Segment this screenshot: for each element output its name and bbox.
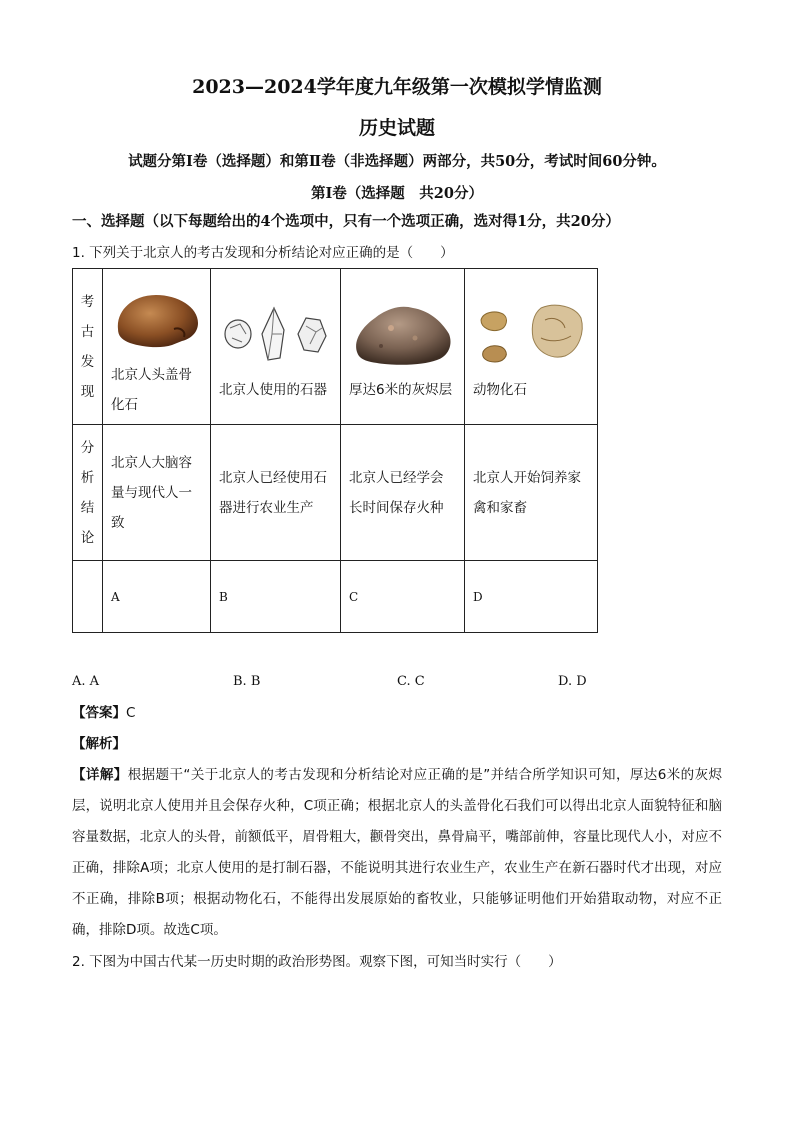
animal-fossil-image <box>465 295 597 375</box>
discovery-cell-a: 北京人头盖骨化石 <box>103 269 211 425</box>
stone-tools-image <box>211 295 340 375</box>
letter-cell-d: D <box>465 561 598 633</box>
section-heading: 一、选择题（以下每题给出的4个选项中，只有一个选项正确，选对得1分，共20分） <box>72 213 620 230</box>
letter-cell-c: C <box>341 561 465 633</box>
row-header-empty <box>73 561 103 633</box>
conclusion-cell-a: 北京人大脑容量与现代人一致 <box>103 425 211 561</box>
letter-cell-a: A <box>103 561 211 633</box>
conclusion-cell-b: 北京人已经使用石器进行农业生产 <box>211 425 341 561</box>
exam-instructions: 试题分第Ⅰ卷（选择题）和第Ⅱ卷（非选择题）两部分，共50分，考试时间60分钟。 <box>128 153 666 170</box>
row-header-discovery: 考 古 发 现 <box>73 269 103 425</box>
option-c: C. C <box>397 674 425 689</box>
conclusion-cell-c: 北京人已经学会长时间保存火种 <box>341 425 465 561</box>
exam-title: 2023—2024学年度九年级第一次模拟学情监测 <box>192 76 602 98</box>
exam-subject: 历史试题 <box>358 117 435 139</box>
option-b: B. B <box>233 674 261 689</box>
detail-paragraph: 【详解】根据题干“关于北京人的考古发现和分析结论对应正确的是”并结合所学知识可知，厚达6米的灰烬层，说明北京人使用并且会保存火种，C项正确；根据北京人的头盖骨化石我们可以得出北京人面貌特征和脑容量数据，北京人的头骨，前额低平，眉骨粗大，颧骨突出，鼻骨扁平，嘴部前伸，容量比现代人小，对应不正确，排除A项；北京人使用的是打制石器，不能说明其进行农业生产，农业生产在新石器时代才出现，对应不正确，排除B项；根据动物化石，不能得出发展原始的畜牧业，只能够证明他们开始猎取动物，对应不正确，排除D项。故选C项。 <box>72 767 723 938</box>
discovery-cell-c: 厚达6米的灰烬层 <box>341 269 465 425</box>
row-header-conclusion: 分 析 结 论 <box>73 425 103 561</box>
letter-cell-b: B <box>211 561 341 633</box>
question-2-stem: 2. 下图为中国古代某一历史时期的政治形势图。观察下图，可知当时实行（ ） <box>72 954 562 970</box>
discovery-cell-b: 北京人使用的石器 <box>211 269 341 425</box>
discovery-cell-d: 动物化石 <box>465 269 598 425</box>
conclusion-cell-d: 北京人开始饲养家禽和家畜 <box>465 425 598 561</box>
option-d: D. D <box>558 674 587 689</box>
question-1-stem: 1. 下列关于北京人的考古发现和分析结论对应正确的是（ ） <box>72 245 454 261</box>
part-heading: 第Ⅰ卷（选择题 共20分） <box>311 185 483 202</box>
analysis-label: 【解析】 <box>72 736 126 752</box>
ash-layer-image <box>341 295 464 375</box>
option-a: A. A <box>72 674 100 689</box>
answer-line: 【答案】C <box>72 705 136 721</box>
skull-fossil-image <box>103 280 210 360</box>
question-1-table <box>72 268 598 633</box>
